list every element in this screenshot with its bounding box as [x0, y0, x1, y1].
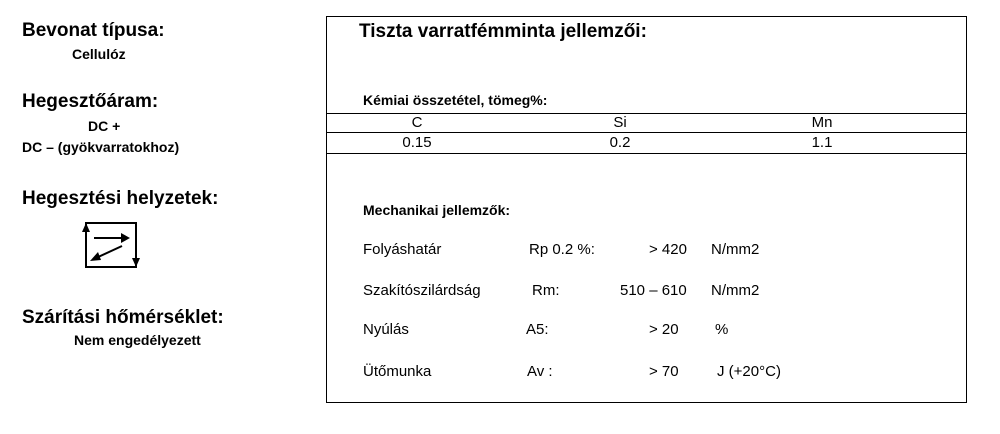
mech-row-2-value: 510 – 610	[620, 282, 687, 299]
panel-title: Tiszta varratfémminta jellemzői:	[359, 21, 647, 42]
mech-row-2-name: Szakítószilárdság	[363, 282, 481, 299]
mech-row-3-value: > 20	[649, 321, 679, 338]
mech-row-3-symbol: A5:	[526, 321, 549, 338]
mech-row-2-symbol: Rm:	[532, 282, 560, 299]
drying-temperature-value: Nem engedélyezett	[74, 332, 201, 348]
welding-current-label: Hegesztőáram:	[22, 91, 159, 112]
mech-row-1-name: Folyáshatár	[363, 241, 442, 258]
chem-header-c: C	[411, 114, 423, 131]
drying-temperature-label: Szárítási hőmérséklet:	[22, 307, 224, 328]
coating-type-label: Bevonat típusa:	[22, 20, 165, 41]
welding-positions-label: Hegesztési helyzetek:	[22, 188, 219, 209]
welding-positions-icon	[82, 220, 140, 270]
chem-value-si: 0.2	[609, 134, 631, 151]
chem-table-bottom-rule	[327, 153, 966, 154]
mech-row-1-value: > 420	[649, 241, 687, 258]
mech-row-1-symbol: Rp 0.2 %:	[529, 241, 595, 258]
mech-row-4-name: Ütőmunka	[363, 363, 432, 380]
chemical-composition-title: Kémiai összetétel, tömeg%:	[363, 92, 548, 108]
chem-header-mn: Mn	[811, 114, 833, 131]
mech-row-3-unit: %	[715, 321, 729, 338]
mech-row-4-unit: J (+20°C)	[717, 363, 781, 380]
coating-type-value: Cellulóz	[72, 46, 126, 62]
welding-current-value-2: DC – (gyökvarratokhoz)	[22, 139, 180, 155]
mech-row-3-name: Nyúlás	[363, 321, 409, 338]
chem-value-c: 0.15	[402, 134, 432, 151]
chem-table-mid-rule	[327, 132, 966, 133]
mech-row-2-unit: N/mm2	[711, 282, 760, 299]
mechanical-properties-title: Mechanikai jellemzők:	[363, 202, 511, 218]
chem-header-si: Si	[613, 114, 627, 131]
chem-value-mn: 1.1	[811, 134, 833, 151]
mech-row-4-symbol: Av :	[527, 363, 553, 380]
welding-current-value-1: DC +	[88, 118, 121, 134]
mech-row-1-unit: N/mm2	[711, 241, 760, 258]
weld-metal-properties-panel	[326, 16, 967, 403]
mech-row-4-value: > 70	[649, 363, 679, 380]
